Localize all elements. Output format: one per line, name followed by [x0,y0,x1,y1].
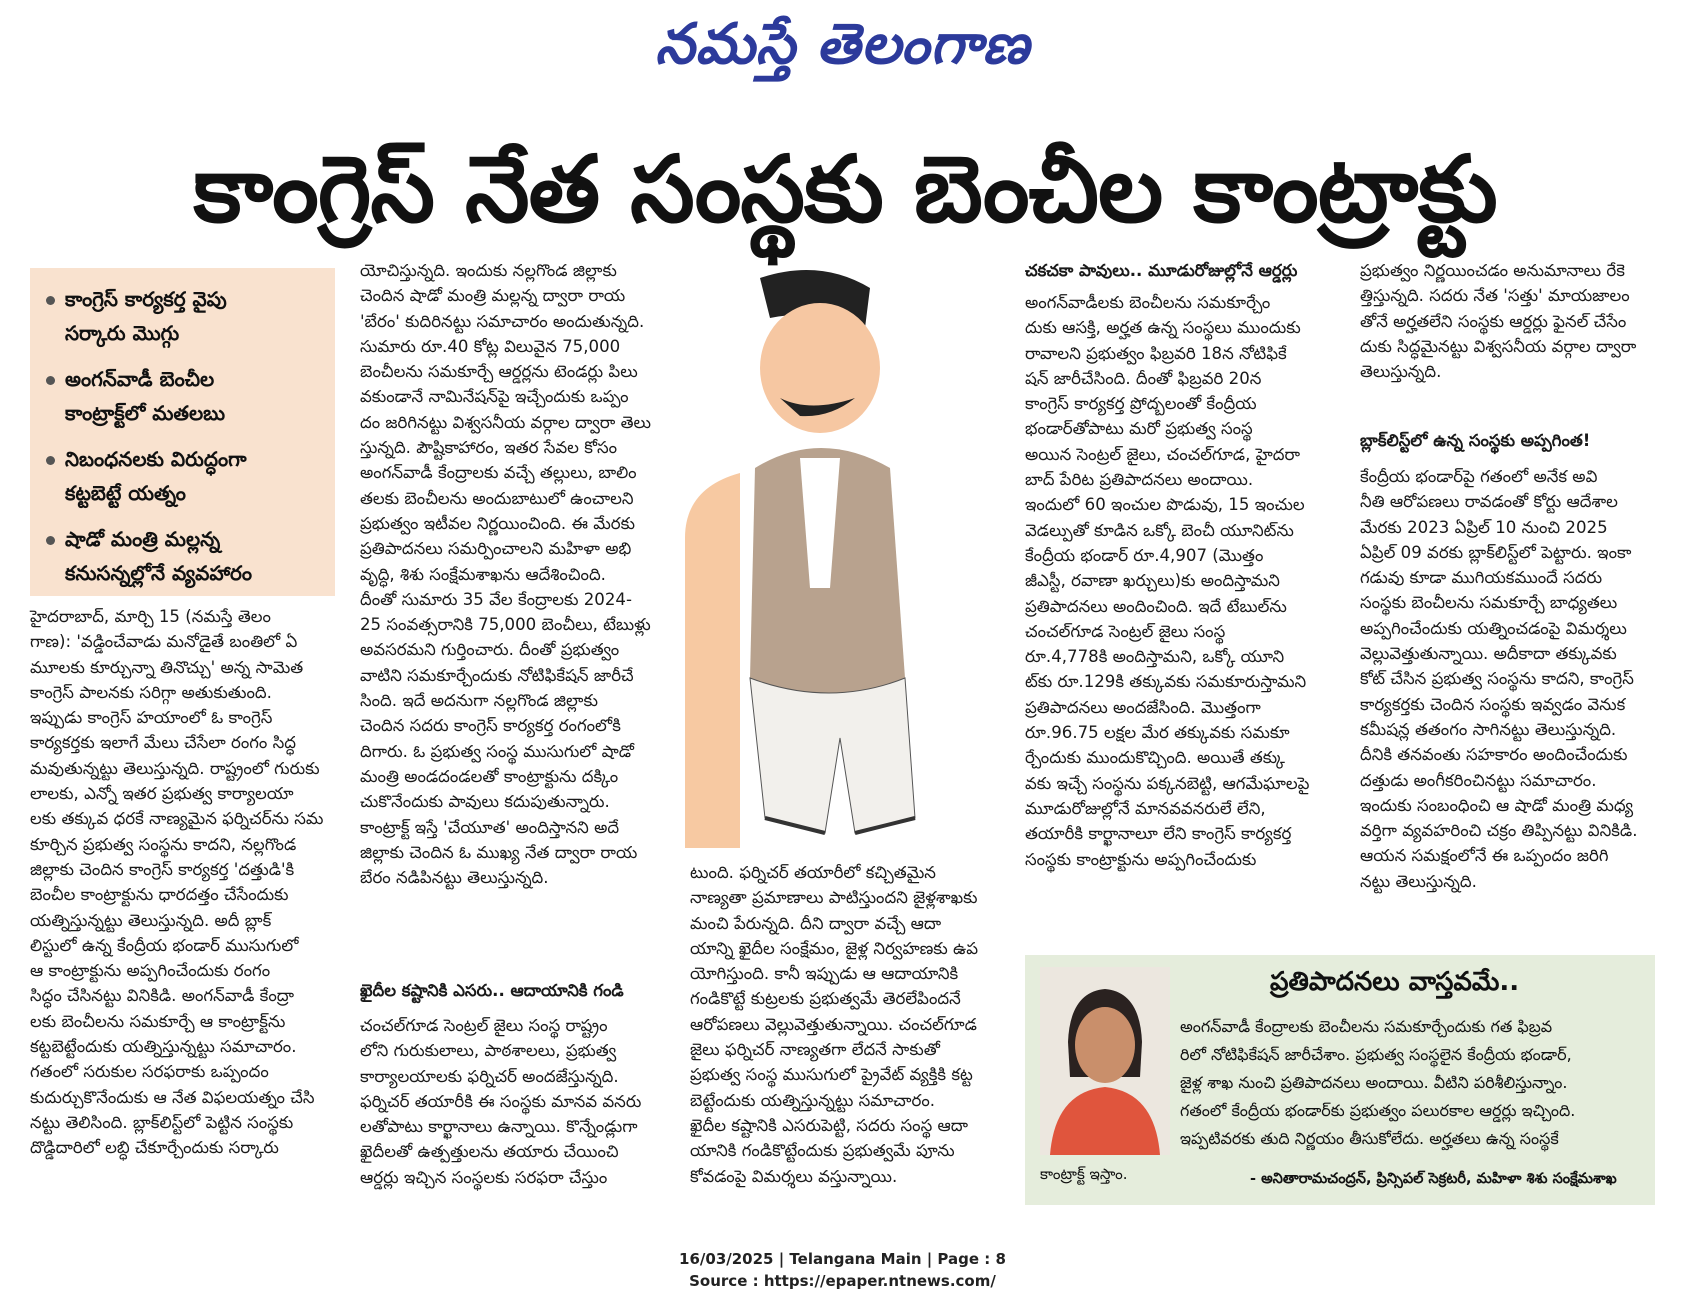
highlight-text: కాంగ్రెస్ కార్యకర్త వైపు సర్కారు మొగ్గు [65,287,227,345]
highlight-item [46,282,325,350]
footer-source-link[interactable]: Source : https://epaper.ntnews.com/ [689,1272,996,1290]
masthead-logo: నమస్తే తెలంగాణ [655,12,1030,77]
official-photo [1040,967,1170,1155]
article-column-1: హైదరాబాద్, మార్చి 15 (నమస్తే తెలం గాణ): 'వడ్డించేవాడు మనోడైతే బంతిలో ఏ మూలకు కూర్చున్నా తినొచ్చు' అన్న సామెత కాంగ్రెస్ పాలనకు సరిగ్గా అతుకుతుంది. ఇప్పుడు కాంగ్రెస్ హయాంలో ఓ కాంగ్రెస్ కార్యకర్తకు ఇలాగే మేలు చేసేలా రంగం సిద్ధ మవుతున్నట్టు తెలుస్తున్నది. రాష్ట్రంలో గురుకు లాలకు, ఎన్నో ఇతర ప్రభుత్వ కార్యాలయా లకు తక్కువ ధరకే నాణ్యమైన ఫర్నిచర్‌ను సమ కూర్చిన ప్రభుత్వ సంస్థను కాదని, నల్లగొండ జిల్లాకు చెందిన కాంగ్రెస్ కార్యకర్త 'దత్తుడి'కి బెంచీల కాంట్రాక్టును ధారదత్తం చేసేందుకు యత్నిస్తున్నట్టు తెలుస్తున్నది. అదీ బ్లాక్ లిస్టులో ఉన్న కేంద్రీయ భండార్ ముసుగులో ఆ కాంట్రాక్టును అప్పగించేందుకు రంగం సిద్ధం చేసినట్టు వినికిడి. అంగన్‌వాడీ కేంద్రా లకు బెంచీలను సమకూర్చే ఆ కాంట్రాక్ట్‌ను కట్టబెట్టేందుకు యత్నిస్తున్నట్టు సమాచారం. గతంలో సరుకుల సరఫరాకు ఒప్పందం కుదుర్చుకొనేందుకు ఆ నేత విఫలయత్నం చేసి నట్టు తెలిసింది. బ్లాక్‌లిస్ట్‌లో పెట్టిన సంస్థకు దొడ్డిదారిలో లబ్ధి చేకూర్చేందుకు సర్కారు [30,607,324,1158]
quote-title: ప్రతిపాదనలు వాస్తవమే.. [1270,967,1520,997]
cartoon-dhoti [750,678,915,833]
highlight-item [46,522,325,590]
bullet-dot-icon [46,536,55,545]
quote-attribution: - అనితారామచంద్రన్, ప్రిన్సిపల్ సెక్రటరీ, మహిళా శిశు సంక్షేమశాఖ [1250,1171,1617,1187]
cartoon-illustration [680,258,980,848]
article-column-2: యోచిస్తున్నది. ఇందుకు నల్లగొండ జిల్లాకు చెందిన షాడో మంత్రి మల్లన్న ద్వారా రాయ 'బేరం' కుదిరినట్టు సమాచారం అందుతున్నది. సుమారు రూ.40 కోట్ల విలువైన 75,000 బెంచీలను సమకూర్చే ఆర్డర్లను టెండర్లు పిలు వకుండానే నామినేషన్‌పై ఇచ్చేందుకు ఒప్పం దం జరిగినట్టు విశ్వసనీయ వర్గాల ద్వారా తెలు స్తున్నది. పౌష్టికాహారం, ఇతర సేవల కోసం అంగన్‌వాడీ కేంద్రాలకు వచ్చే తల్లులు, బాలిం తలకు బెంచీలను అందుబాటులో ఉంచాలని ప్రభుత్వం ఇటీవల నిర్ణయించింది. ఈ మేరకు ప్రతిపాదనలు సమర్పించాలని మహిళా అభి వృద్ధి, శిశు సంక్షేమశాఖను ఆదేశించింది. దీంతో సుమారు 35 వేల కేంద్రాలకు 2024- 25 సంవత్సరానికి 75,000 బెంచీలు, టేబుళ్లు అవసరమని గుర్తించారు. దీంతో ప్రభుత్వం వాటిని సమకూర్చేందుకు నోటిఫికేషన్ జారీచే సింది. ఇదే అదనుగా నల్లగొండ జిల్లాకు చెందిన సదరు కాంగ్రెస్ కార్యకర్త రంగంలోకి దిగారు. ఓ ప్రభుత్వ సంస్థ ముసుగులో షాడో మంత్రి అండదండలతో కాంట్రాక్టును దక్కిం చుకొనేందుకు పావులు కదుపుతున్నారు. కాంట్రాక్ట్ ఇస్తే 'చేయూత' అందిస్తానని అదే జిల్లాకు చెందిన ఓ ముఖ్య నేత ద్వారా రాయ బేరం నడిపినట్టు తెలుస్తున్నది. [360,261,652,888]
article-column-2b: చంచల్‌గూడ సెంట్రల్ జైలు సంస్థ రాష్ట్రం లోని గురుకులాలు, పాఠశాలలు, ప్రభుత్వ కార్యాలయాలకు ఫర్నిచర్ అందజేస్తున్నది. ఫర్నిచర్ తయారీకి ఈ సంస్థకు మానవ వనరు లతోపాటు కార్ఖానాలు ఉన్నాయి. కొన్నేండ్లుగా ఖైదీలతో ఉత్పత్తులను తయారు చేయించి ఆర్డర్లు ఇచ్చిన సంస్థలకు సరఫరా చేస్తుం [360,1016,642,1187]
official-portrait-icon [1040,967,1170,1155]
highlight-item [46,442,325,510]
quote-text: అంగన్‌వాడీ కేంద్రాలకు బెంచీలను సమకూర్చేందుకు గత ఫిబ్రవ రిలో నోటిఫికేషన్ జారీచేశాం. ప్రభుత్వ సంస్థలైన కేంద్రీయ భండార్, జైళ్ల శాఖ నుంచి ప్రతిపాదనలు అందాయి. వీటిని పరిశీలిస్తున్నాం. గతంలో కేంద్రీయ భండార్‌కు ప్రభుత్వం పలురకాల ఆర్డర్లు ఇచ్చింది. ఇప్పటివరకు తుది నిర్ణయం తీసుకోలేదు. అర్హతలు ఉన్న సంస్థకే [1180,1017,1576,1148]
bullet-dot-icon [46,296,55,305]
highlight-text: నిబంధనలకు విరుద్ధంగా కట్టబెట్టే యత్నం [65,447,247,505]
subheading-blacklist: బ్లాక్‌లిస్ట్‌లో ఉన్న సంస్థకు అప్పగింత! [1360,431,1591,450]
subheading-prisoners: ఖైదీల కష్టానికి ఎసరు.. ఆదాయానికి గండి [360,981,624,1000]
headline: కాంగ్రెస్ నేత సంస్థకు బెంచీల కాంట్రాక్టు [193,136,1497,243]
article-column-5b: కేంద్రీయ భండార్‌పై గతంలో అనేక అవి నీతి ఆరోపణలు రావడంతో కోర్టు ఆదేశాల మేరకు 2023 ఏప్రిల్ 10 నుంచి 2025 ఏప్రిల్ 09 వరకు బ్లాక్‌లిస్ట్‌లో పెట్టారు. ఇంకా గడువు కూడా ముగియకముందే సదరు సంస్థకు బెంచీలను సమకూర్చే బాధ్యతలు అప్పగించేందుకు యత్నించడంపై విమర్శలు వెల్లువెత్తుతున్నాయి. అదీకాదా తక్కువకు కోట్ చేసిన ప్రభుత్వ సంస్థను కాదని, కాంగ్రెస్ కార్యకర్తకు చెందిన సంస్థకు ఇవ్వడం వెనుక కమీషన్ల తతంగం సాగినట్టు తెలుస్తున్నది. దీనికి తనవంతు సహకారం అందించేందుకు దత్తుడు అంగీకరించినట్టు సమాచారం. ఇందుకు సంబంధించి ఆ షాడో మంత్రి మధ్య వర్తిగా వ్యవహరించి చక్రం తిప్పినట్టు వినికిడి. ఆయన సమక్షంలోనే ఈ ఒప్పందం జరిగి నట్టు తెలుస్తున్నది. [1360,467,1638,891]
subheading-orders: చకచకా పావులు.. మూడురోజుల్లోనే ఆర్డర్లు [1025,261,1298,280]
quote-continuation: కాంట్రాక్ట్ ఇస్తాం. [1040,1165,1128,1183]
article-column-3: టుంది. ఫర్నిచర్ తయారీలో కచ్చితమైన నాణ్యతా ప్రమాణాలు పాటిస్తుందని జైళ్లశాఖకు మంచి పేరున్నది. దీని ద్వారా వచ్చే ఆదా యాన్ని ఖైదీల సంక్షేమం, జైళ్ల నిర్వహణకు ఉప యోగిస్తుంది. కానీ ఇప్పుడు ఆ ఆదాయానికి గండికొట్టే కుట్రలకు ప్రభుత్వమే తెరలేపిందనే ఆరోపణలు వెల్లువెత్తుతున్నాయి. చంచల్‌గూడ జైలు ఫర్నిచర్ నాణ్యతగా లేదనే సాకుతో ప్రభుత్వ సంస్థ ముసుగులో ప్రైవేట్ వ్యక్తికి కట్ట బెట్టేందుకు యత్నిస్తున్నట్టు సమాచారం. ఖైదీల కష్టానికి ఎసరుపెట్టి, సదరు సంస్థ ఆదా యానికి గండికొట్టేందుకు ప్రభుత్వమే పూను కోవడంపై విమర్శలు వస్తున్నాయి. [690,863,979,1186]
article-column-5: ప్రభుత్వం నిర్ణయించడం అనుమానాలు రేకె త్తిస్తున్నది. సదరు నేత 'సత్తు' మాయజాలం తోనే అర్హతలేని సంస్థకు ఆర్డర్లు ఫైనల్ చేసేం దుకు సిద్ధమైనట్టు విశ్వసనీయ వర్గాల ద్వారా తెలుస్తున్నది. [1360,261,1637,382]
bullet-dot-icon [46,456,55,465]
article-column-4: అంగన్‌వాడీలకు బెంచీలను సమకూర్చేం దుకు ఆసక్తి, అర్హత ఉన్న సంస్థలు ముందుకు రావాలని ప్రభుత్వం ఫిబ్రవరి 18న నోటిఫికే షన్ జారీచేసింది. దీంతో ఫిబ్రవరి 20న కాంగ్రెస్ కార్యకర్త ప్రోద్బలంతో కేంద్రీయ భండార్‌తోపాటు మరో ప్రభుత్వ సంస్థ అయిన సెంట్రల్ జైలు, చంచల్‌గూడ, హైదరా బాద్ పేరిట ప్రతిపాదనలు అందాయి. ఇందులో 60 ఇంచుల పొడువు, 15 ఇంచుల వెడల్పుతో కూడిన ఒక్కో బెంచీ యూనిట్‌ను కేంద్రీయ భండార్ రూ.4,907 (మొత్తం జీఎస్టీ, రవాణా ఖర్చులు)కు అందిస్తామని ప్రతిపాదనలు అందించింది. ఇదే టేబుల్‌ను చంచల్‌గూడ సెంట్రల్ జైలు సంస్థ రూ.4,778కి అందిస్తామని, ఒక్కో యూని ట్‌కు రూ.129కి తక్కువకు సమకూరుస్తామని ప్రతిపాదనలు అందజేసింది. మొత్తంగా రూ.96.75 లక్షల మేర తక్కువకు సమకూ ర్చేందుకు ముందుకొచ్చింది. అయితే తక్కు వకు ఇచ్చే సంస్థను పక్కనబెట్టి, ఆగమేఘాలపై మూడురోజుల్లోనే మానవవనరులే లేని, తయారీకి కార్ఖానాలూ లేని కాంగ్రెస్ కార్యకర్త సంస్థకు కాంట్రాక్టును అప్పగించేందుకు [1025,293,1310,869]
bullet-dot-icon [46,376,55,385]
highlight-text: అంగన్‌వాడీ బెంచీల కాంట్రాక్ట్‌లో మతలబు [65,367,226,425]
highlight-text: షాడో మంత్రి మల్లన్న కనుసన్నల్లోనే వ్యవహారం [65,527,253,585]
cartoon-bg-shape [685,473,740,848]
official-quote-box [1025,955,1655,1205]
highlight-item [46,362,325,430]
highlights-box [30,268,335,596]
footer-date-line: 16/03/2025 | Telangana Main | Page : 8 [679,1250,1006,1268]
